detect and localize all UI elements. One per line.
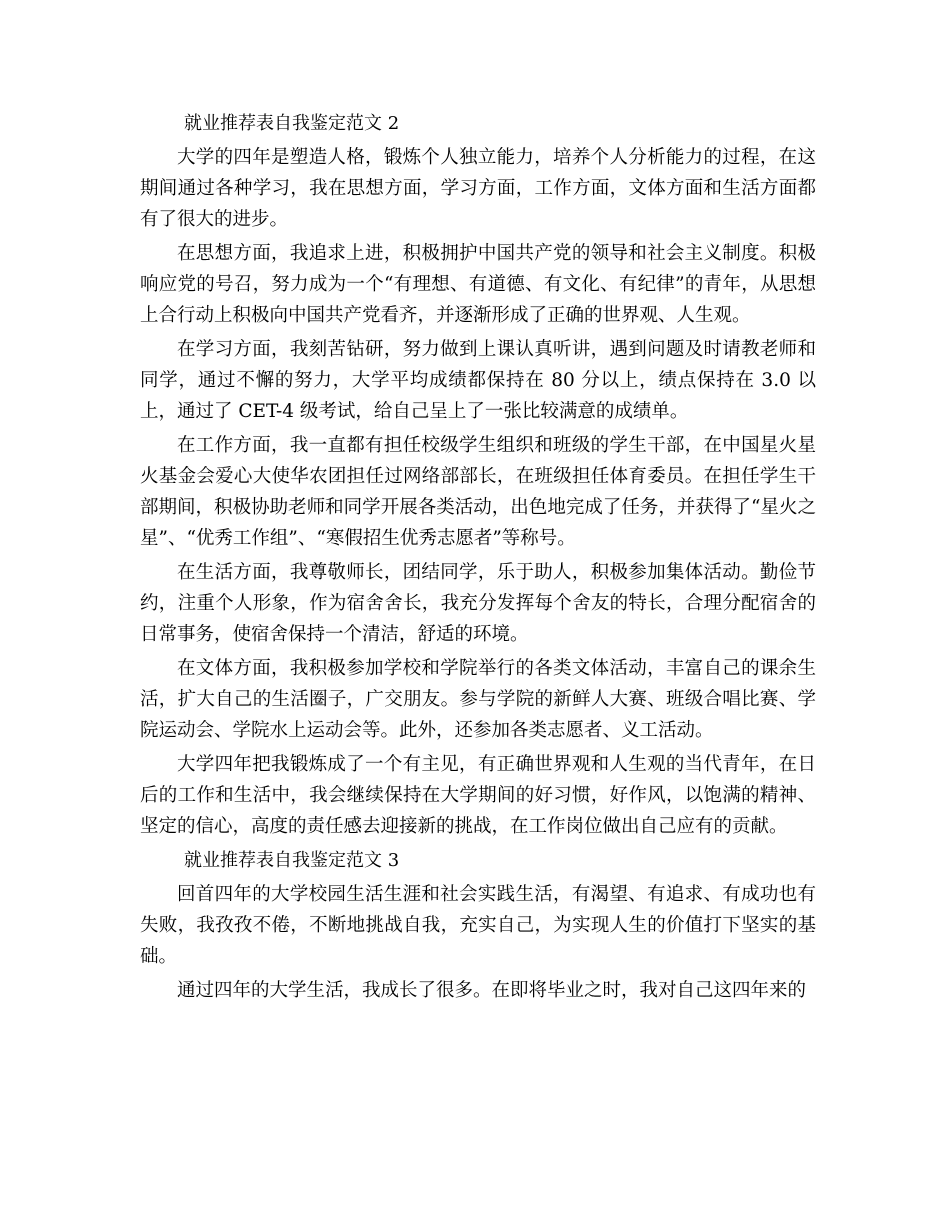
paragraph-life: 在生活方面，我尊敬师长，团结同学，乐于助人，积极参加集体活动。勤俭节约，注重个人形象，作为宿舍舍长，我充分发挥每个舍友的特长，合理分配宿舍的日常事务，使宿舍保持一个清洁，舒适的环境。	[140, 562, 816, 645]
paragraph-intro: 大学的四年是塑造人格，锻炼个人独立能力，培养个人分析能力的过程，在这期间通过各种学习，我在思想方面，学习方面，工作方面，文体方面和生活方面都有了很大的进步。	[140, 147, 816, 230]
paragraph-study: 在学习方面，我刻苦钻研，努力做到上课认真听讲，遇到问题及时请教老师和同学，通过不懈的努力，大学平均成绩都保持在 80 分以上，绩点保持在 3.0 以上，通过了 CET-4 级考试，给自己呈上了一张比较满意的成绩单。	[140, 339, 816, 422]
paragraph-growth: 通过四年的大学生活，我成长了很多。在即将毕业之时，我对自己这四年来的	[177, 980, 807, 1001]
paragraph-review: 回首四年的大学校园生活生涯和社会实践生活，有渴望、有追求、有成功也有失败，我孜孜不倦，不断地挑战自我，充实自己，为实现人生的价值打下坚实的基础。	[140, 884, 816, 967]
section-heading: 就业推荐表自我鉴定范文 2	[184, 113, 400, 134]
document-body	[140, 108, 816, 1009]
paragraph-conclusion: 大学四年把我锻炼成了一个有主见，有正确世界观和人生观的当代青年，在日后的工作和生活中，我会继续保持在大学期间的好习惯，好作风，以饱满的精神、坚定的信心，高度的责任感去迎接新的挑战，在工作岗位做出自己应有的贡献。	[140, 754, 816, 837]
section-fanwen-2	[140, 108, 816, 842]
section-fanwen-3	[140, 845, 816, 1006]
section-heading: 就业推荐表自我鉴定范文 3	[184, 850, 400, 871]
paragraph-culture-sports: 在文体方面，我积极参加学校和学院举行的各类文体活动，丰富自己的课余生活，扩大自己的生活圈子，广交朋友。参与学院的新鲜人大赛、班级合唱比赛、学院运动会、学院水上运动会等。此外，还参加各类志愿者、义工活动。	[140, 658, 816, 741]
paragraph-thought: 在思想方面，我追求上进，积极拥护中国共产党的领导和社会主义制度。积极响应党的号召，努力成为一个“有理想、有道德、有文化、有纪律”的青年，从思想上合行动上积极向中国共产党看齐，并逐渐形成了正确的世界观、人生观。	[140, 243, 816, 326]
paragraph-work: 在工作方面，我一直都有担任校级学生组织和班级的学生干部，在中国星火星火基金会爱心大使华农团担任过网络部部长，在班级担任体育委员。在担任学生干部期间，积极协助老师和同学开展各类活动，出色地完成了任务，并获得了“星火之星”、“优秀工作组”、“寒假招生优秀志愿者”等称号。	[140, 435, 816, 549]
